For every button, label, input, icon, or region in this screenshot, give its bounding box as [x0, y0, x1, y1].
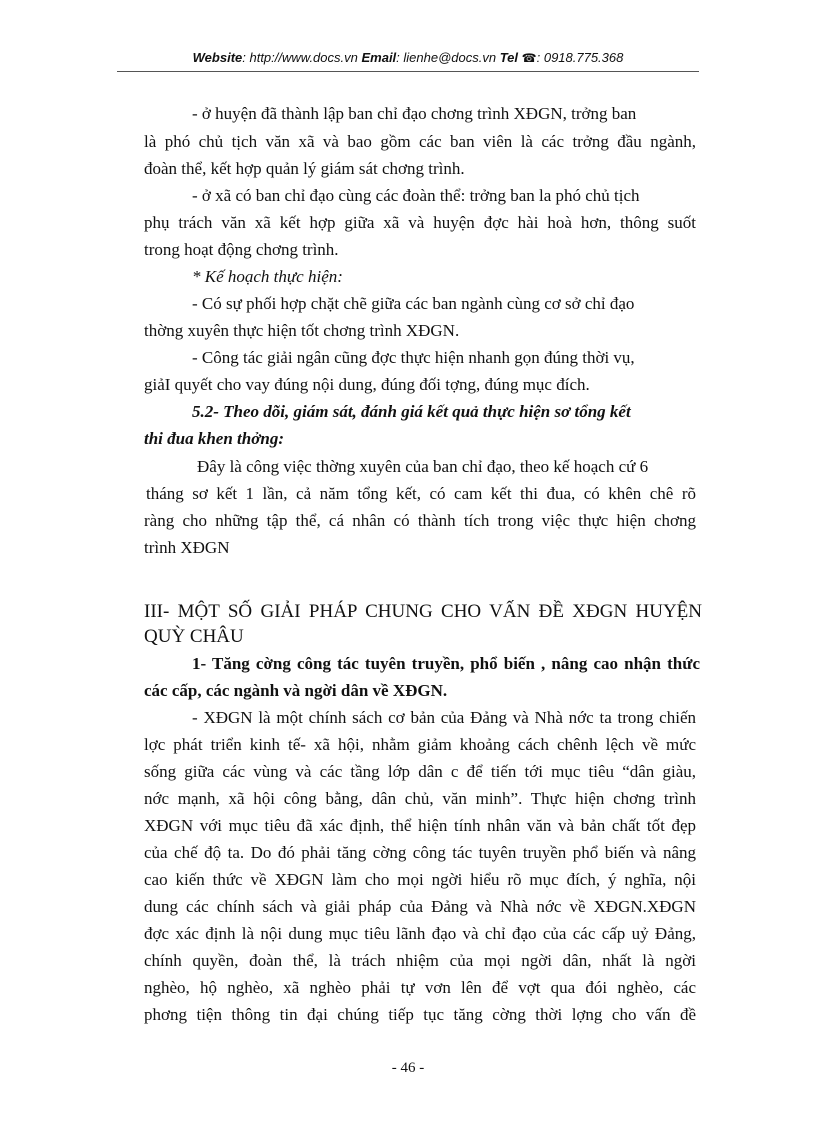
body-line: lợc phát triển kinh tế- xã hội, nhằm giảm khoảng cách chênh lệch về mức — [144, 735, 696, 754]
body-line: - ở xã có ban chỉ đạo cùng các đoàn thể: trởng ban la phó chủ tịch — [192, 186, 640, 205]
body-line: là phó chủ tịch văn xã và bao gồm các ban viên là các trởng đầu ngành, — [144, 132, 696, 151]
body-line: giảI quyết cho vay đúng nội dung, đúng đối tợng, đúng mục đích. — [144, 375, 590, 394]
subsection-heading-1-cont: các cấp, các ngành và ngời dân về XĐGN. — [144, 681, 448, 700]
body-line: đoàn thể, kết hợp quản lý giám sát chơng trình. — [144, 159, 465, 178]
body-line: nớc mạnh, xã hội công bằng, dân chủ, văn minh”. Thực hiện chơng trình — [144, 789, 696, 808]
body-line: - Có sự phối hợp chặt chẽ giữa các ban ngành cùng cơ sở chỉ đạo — [192, 294, 635, 313]
body-line: thờng xuyên thực hiện tốt chơng trình XĐGN. — [144, 321, 460, 340]
subsection-heading-1: 1- Tăng cờng công tác tuyên truyền, phổ biến , nâng cao nhận thức — [192, 654, 700, 673]
body-line: phơng tiện thông tin đại chúng tiếp tục tăng cờng thời lợng cho vấn đề — [144, 1005, 696, 1024]
body-line: nghèo, hộ nghèo, xã nghèo phải tự vơn lên để vợt qua đói nghèo, các — [144, 978, 696, 997]
website-label: Website — [192, 50, 243, 65]
phone-icon: ☎ — [521, 51, 537, 65]
body-line: phụ trách văn xã kết hợp giữa xã và huyện đợc hài hoà hơn, thông suốt — [144, 213, 696, 232]
page-header — [0, 50, 816, 65]
body-line: ràng cho những tập thể, cá nhân có thành tích trong việc thực hiện chơng — [144, 511, 696, 530]
tel-value: : 0918.775.368 — [536, 50, 624, 65]
section-heading-5-2-cont: thi đua khen thởng: — [144, 429, 284, 448]
body-line: của chế độ ta. Do đó phải tăng cờng công tác tuyên truyền phổ biến và nâng — [144, 843, 696, 862]
body-line: Đây là công việc thờng xuyên của ban chỉ đạo, theo kế hoạch cứ 6 — [197, 457, 649, 476]
body-line: dung các chính sách và giải pháp của Đảng và Nhà nớc về XĐGN.XĐGN — [144, 897, 696, 916]
body-line: XĐGN với mục tiêu đã xác định, thể hiện tính nhân văn và bản chất tốt đẹp — [144, 816, 696, 835]
body-line: - ở huyện đã thành lập ban chỉ đạo chơng trình XĐGN, trởng ban — [192, 104, 637, 123]
body-line: cao kiến thức về XĐGN làm cho mọi ngời hiểu rõ mục đích, ý nghĩa, nội — [144, 870, 696, 889]
body-line: chính quyền, đoàn thể, là trách nhiệm của mọi ngời dân, nhất là ngời — [144, 951, 696, 970]
body-line: sống giữa các vùng và các tầng lớp dân c để tiến tới mục tiêu “dân giàu, — [144, 762, 696, 781]
body-line: đợc xác định là nội dung mục tiêu lãnh đạo và chỉ đạo của các cấp uỷ Đảng, — [144, 924, 696, 943]
body-line: tháng sơ kết 1 lần, cả năm tổng kết, có cam kết thi đua, có khên chê rõ — [146, 484, 696, 503]
header-divider — [117, 71, 699, 72]
body-line: trong hoạt động chơng trình. — [144, 240, 339, 259]
page-number: - 46 - — [391, 1060, 425, 1076]
website-value: : http://www.docs.vn — [242, 50, 358, 65]
chapter-heading-cont: QUỲ CHÂU — [144, 626, 244, 647]
body-line: - XĐGN là một chính sách cơ bản của Đảng và Nhà nớc ta trong chiến — [192, 708, 696, 727]
email-label: Email — [361, 50, 397, 65]
plan-heading: * Kế hoạch thực hiện: — [192, 267, 343, 286]
body-line: - Công tác giải ngân cũng đợc thực hiện nhanh gọn đúng thời vụ, — [192, 348, 635, 367]
section-heading-5-2: 5.2- Theo dõi, giám sát, đánh giá kết quả thực hiện sơ tổng kết — [192, 402, 631, 421]
chapter-heading: III- MỘT SỐ GIẢI PHÁP CHUNG CHO VẤN ĐỀ XĐGN HUYỆN — [144, 601, 702, 622]
tel-label: Tel — [499, 50, 519, 65]
email-value: : lienhe@docs.vn — [396, 50, 497, 65]
body-line: trình XĐGN — [144, 538, 230, 557]
